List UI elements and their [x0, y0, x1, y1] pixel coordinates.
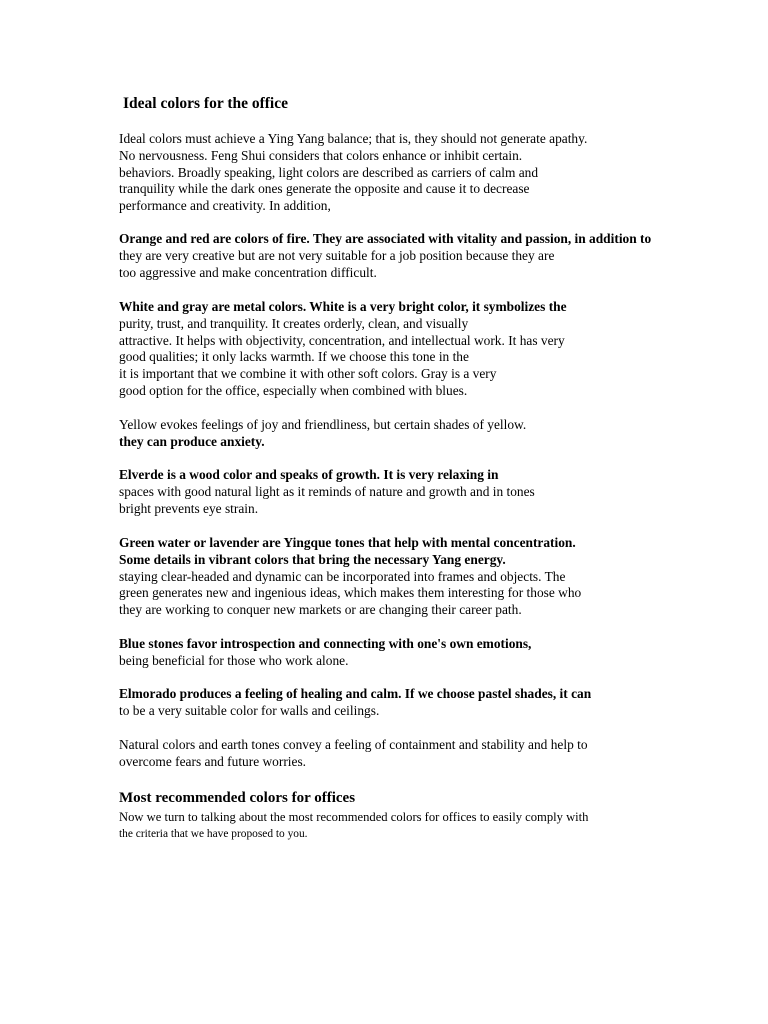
green-water-lead: Some details in vibrant colors that bring the necessary Yang energy. — [119, 551, 506, 567]
recommended-line: the criteria that we have proposed to you. — [119, 827, 308, 840]
natural-line: Natural colors and earth tones convey a feeling of containment and stability and help to — [119, 737, 588, 752]
yellow-emphasis: they can produce anxiety. — [119, 433, 265, 449]
intro-line: behaviors. Broadly speaking, light colors are described as carriers of calm and — [119, 164, 539, 180]
recommended-line: Now we turn to talking about the most recommended colors for offices to easily comply with — [119, 810, 589, 824]
green-water-line: staying clear-headed and dynamic can be incorporated into frames and objects. The — [119, 568, 566, 584]
fire-line: they are very creative but are not very suitable for a job position because they are — [119, 247, 555, 263]
natural-line: overcome fears and future worries. — [119, 753, 307, 769]
blue-lead: Blue stones favor introspection and connecting with one's own emotions, — [119, 636, 532, 651]
intro-line: No nervousness. Feng Shui considers that colors enhance or inhibit certain. — [119, 147, 523, 163]
metal-line: purity, trust, and tranquility. It creates orderly, clean, and visually — [119, 315, 469, 331]
intro-line: performance and creativity. In addition, — [119, 198, 331, 214]
fire-lead: Orange and red are colors of fire. They are associated with vitality and passion, in addition to — [119, 231, 652, 246]
wood-paragraph — [119, 467, 764, 517]
intro-line: tranquility while the dark ones generate the opposite and cause it to decrease — [119, 181, 530, 197]
emerald-paragraph — [119, 686, 764, 720]
metal-line: good qualities; it only lacks warmth. If we choose this tone in the — [119, 349, 469, 365]
green-water-paragraph — [119, 535, 764, 619]
emerald-lead: Elmorado produces a feeling of healing and calm. If we choose pastel shades, it can — [119, 686, 592, 701]
natural-paragraph — [119, 737, 764, 771]
recommended-section — [119, 789, 764, 842]
green-water-line: they are working to conquer new markets or are changing their career path. — [119, 602, 522, 618]
section-heading: Most recommended colors for offices — [119, 790, 356, 806]
metal-paragraph — [119, 299, 764, 400]
intro-paragraph — [119, 131, 764, 215]
fire-line: too aggressive and make concentration difficult. — [119, 264, 377, 280]
document-title-block — [123, 95, 768, 113]
intro-line: Ideal colors must achieve a Ying Yang balance; that is, they should not generate apathy. — [119, 131, 588, 146]
wood-line: spaces with good natural light as it reminds of nature and growth and in tones — [119, 483, 535, 499]
green-water-lead: Green water or lavender are Yingque tones that help with mental concentration. — [119, 535, 576, 550]
blue-paragraph — [119, 636, 764, 670]
fire-paragraph — [119, 231, 764, 281]
metal-line: attractive. It helps with objectivity, concentration, and intellectual work. It has very — [119, 332, 565, 348]
metal-lead: White and gray are metal colors. White is a very bright color, it symbolizes the — [119, 299, 567, 314]
page-title: Ideal colors for the office — [123, 95, 288, 112]
blue-line: being beneficial for those who work alone. — [119, 652, 349, 668]
green-water-line: green generates new and ingenious ideas, which makes them interesting for those who — [119, 585, 582, 601]
emerald-line: to be a very suitable color for walls and ceilings. — [119, 702, 380, 718]
metal-line: good option for the office, especially when combined with blues. — [119, 382, 468, 398]
metal-line: it is important that we combine it with other soft colors. Gray is a very — [119, 366, 497, 382]
wood-line: bright prevents eye strain. — [119, 500, 259, 516]
yellow-line: Yellow evokes feelings of joy and friendliness, but certain shades of yellow. — [119, 417, 527, 432]
wood-lead: Elverde is a wood color and speaks of growth. It is very relaxing in — [119, 467, 499, 482]
yellow-paragraph — [119, 417, 764, 451]
